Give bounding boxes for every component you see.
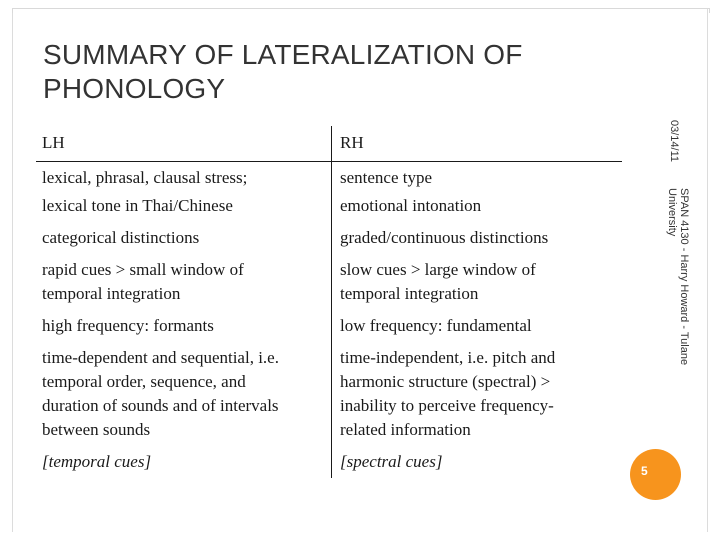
cell-line: low frequency: fundamental	[340, 316, 532, 335]
header-lh: LH	[36, 126, 332, 162]
table-row	[36, 254, 622, 310]
cell-line: inability to perceive frequency-	[340, 396, 554, 415]
cell-line: duration of sounds and of intervals	[42, 396, 279, 415]
cell-line: temporal integration	[340, 284, 479, 303]
cell-lh	[36, 310, 332, 342]
table-row	[36, 222, 622, 254]
cell-lh	[36, 222, 332, 254]
cell-line: rapid cues > small window of	[42, 260, 244, 279]
cell-rh	[332, 162, 623, 223]
page-number: 5	[641, 464, 648, 478]
cell-lh	[36, 342, 332, 446]
lateralization-table	[36, 126, 622, 478]
cell-rh	[332, 310, 623, 342]
header-rh: RH	[340, 133, 364, 152]
table-row	[36, 446, 622, 478]
slide-right-border	[707, 8, 708, 532]
cell-line: high frequency: formants	[42, 316, 214, 335]
cell-line: between sounds	[42, 420, 151, 439]
cell-rh	[332, 254, 623, 310]
cell-line: harmonic structure (spectral) >	[340, 372, 551, 391]
page-number-badge	[630, 449, 681, 500]
table-row	[36, 310, 622, 342]
cell-line: lexical tone in Thai/Chinese	[42, 196, 233, 215]
cell-rh	[332, 446, 623, 478]
cell-lh	[36, 162, 332, 223]
cell-line: lexical, phrasal, clausal stress;	[42, 168, 248, 187]
cell-line: time-dependent and sequential, i.e.	[42, 348, 279, 367]
cell-rh	[332, 222, 623, 254]
cell-line: emotional intonation	[340, 196, 482, 215]
cell-lh	[36, 254, 332, 310]
cell-line: temporal order, sequence, and	[42, 372, 246, 391]
cell-line: related information	[340, 420, 471, 439]
cell-line: time-independent, i.e. pitch and	[340, 348, 556, 367]
slide-footer: SPAN 4130 - Harry Howard - Tulane University	[666, 188, 690, 366]
slide-left-border	[12, 8, 13, 532]
slide-date: 03/14/11	[668, 120, 680, 163]
cell-line: [temporal cues]	[42, 452, 152, 471]
cell-rh	[332, 342, 623, 446]
table-row	[36, 162, 622, 223]
cell-line: graded/continuous distinctions	[340, 228, 549, 247]
cell-line: slow cues > large window of	[340, 260, 536, 279]
slide-top-border	[12, 8, 710, 13]
cell-line: temporal integration	[42, 284, 181, 303]
cell-line: sentence type	[340, 168, 433, 187]
cell-line: [spectral cues]	[340, 452, 443, 471]
slide-title: SUMMARY OF LATERALIZATION OF PHONOLOGY	[43, 39, 523, 104]
cell-line: categorical distinctions	[42, 228, 200, 247]
table-row	[36, 342, 622, 446]
cell-lh	[36, 446, 332, 478]
